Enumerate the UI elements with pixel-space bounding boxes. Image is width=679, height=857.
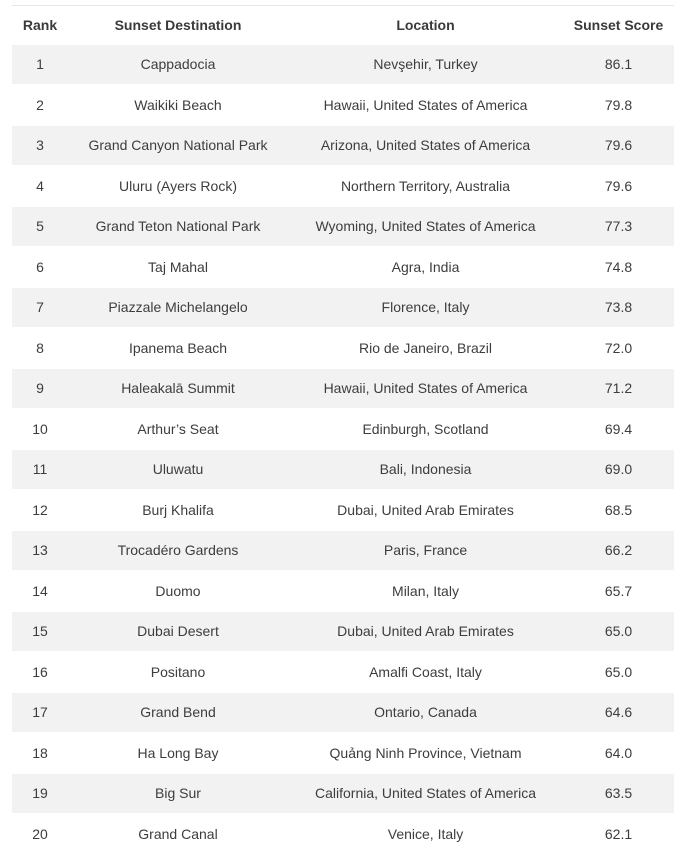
cell-location: Quảng Ninh Province, Vietnam [288, 733, 563, 774]
table-row [12, 773, 674, 814]
cell-destination: Ipanema Beach [68, 328, 288, 369]
cell-rank: 18 [12, 733, 68, 774]
cell-score: 66.2 [563, 530, 674, 571]
cell-location: Bali, Indonesia [288, 449, 563, 490]
cell-score: 73.8 [563, 287, 674, 328]
cell-rank: 10 [12, 409, 68, 450]
cell-location: Milan, Italy [288, 571, 563, 612]
table-row [12, 85, 674, 126]
cell-rank: 9 [12, 368, 68, 409]
cell-location: Paris, France [288, 530, 563, 571]
cell-location: Edinburgh, Scotland [288, 409, 563, 450]
cell-score: 74.8 [563, 247, 674, 288]
cell-score: 64.6 [563, 692, 674, 733]
cell-location: Dubai, United Arab Emirates [288, 490, 563, 531]
cell-score: 65.7 [563, 571, 674, 612]
table-row [12, 611, 674, 652]
table-row [12, 530, 674, 571]
table-row [12, 490, 674, 531]
cell-location: California, United States of America [288, 773, 563, 814]
cell-score: 65.0 [563, 652, 674, 693]
cell-score: 71.2 [563, 368, 674, 409]
table-row [12, 368, 674, 409]
cell-rank: 12 [12, 490, 68, 531]
cell-score: 64.0 [563, 733, 674, 774]
cell-location: Venice, Italy [288, 814, 563, 855]
cell-destination: Big Sur [68, 773, 288, 814]
cell-destination: Cappadocia [68, 44, 288, 85]
table-row [12, 44, 674, 85]
cell-score: 86.1 [563, 44, 674, 85]
cell-destination: Grand Canal [68, 814, 288, 855]
table-row [12, 692, 674, 733]
cell-rank: 13 [12, 530, 68, 571]
cell-location: Dubai, United Arab Emirates [288, 611, 563, 652]
cell-rank: 19 [12, 773, 68, 814]
cell-score: 72.0 [563, 328, 674, 369]
table-row [12, 652, 674, 693]
cell-destination: Trocadéro Gardens [68, 530, 288, 571]
table-row [12, 287, 674, 328]
cell-location: Florence, Italy [288, 287, 563, 328]
cell-destination: Duomo [68, 571, 288, 612]
table-row [12, 409, 674, 450]
cell-destination: Uluwatu [68, 449, 288, 490]
table-row [12, 125, 674, 166]
cell-score: 79.8 [563, 85, 674, 126]
table-row [12, 733, 674, 774]
cell-rank: 15 [12, 611, 68, 652]
cell-destination: Grand Canyon National Park [68, 125, 288, 166]
cell-location: Arizona, United States of America [288, 125, 563, 166]
cell-rank: 3 [12, 125, 68, 166]
cell-rank: 2 [12, 85, 68, 126]
cell-destination: Grand Bend [68, 692, 288, 733]
cell-location: Northern Territory, Australia [288, 166, 563, 207]
table-header-row [12, 6, 674, 44]
cell-location: Wyoming, United States of America [288, 206, 563, 247]
cell-score: 79.6 [563, 125, 674, 166]
cell-score: 62.1 [563, 814, 674, 855]
table-row [12, 571, 674, 612]
cell-location: Ontario, Canada [288, 692, 563, 733]
cell-rank: 11 [12, 449, 68, 490]
cell-destination: Grand Teton National Park [68, 206, 288, 247]
cell-destination: Positano [68, 652, 288, 693]
cell-rank: 20 [12, 814, 68, 855]
cell-rank: 6 [12, 247, 68, 288]
table-row [12, 449, 674, 490]
header-location: Location [396, 16, 455, 33]
cell-score: 77.3 [563, 206, 674, 247]
cell-destination: Dubai Desert [68, 611, 288, 652]
cell-rank: 17 [12, 692, 68, 733]
sunset-ranking-table [12, 6, 674, 854]
cell-destination: Haleakalā Summit [68, 368, 288, 409]
cell-rank: 7 [12, 287, 68, 328]
cell-location: Agra, India [288, 247, 563, 288]
header-score: Sunset Score [573, 16, 664, 33]
table-row [12, 328, 674, 369]
header-destination: Sunset Destination [114, 16, 242, 33]
cell-rank: 4 [12, 166, 68, 207]
cell-destination: Uluru (Ayers Rock) [68, 166, 288, 207]
cell-destination: Arthur’s Seat [68, 409, 288, 450]
cell-rank: 8 [12, 328, 68, 369]
cell-destination: Taj Mahal [68, 247, 288, 288]
table-body [12, 44, 674, 854]
table-row [12, 814, 674, 855]
cell-destination: Piazzale Michelangelo [68, 287, 288, 328]
cell-location: Amalfi Coast, Italy [288, 652, 563, 693]
cell-score: 65.0 [563, 611, 674, 652]
table-row [12, 166, 674, 207]
cell-score: 69.4 [563, 409, 674, 450]
cell-rank: 1 [12, 44, 68, 85]
cell-destination: Burj Khalifa [68, 490, 288, 531]
cell-score: 79.6 [563, 166, 674, 207]
cell-rank: 16 [12, 652, 68, 693]
cell-destination: Waikiki Beach [68, 85, 288, 126]
cell-rank: 14 [12, 571, 68, 612]
cell-location: Nevşehir, Turkey [288, 44, 563, 85]
cell-location: Rio de Janeiro, Brazil [288, 328, 563, 369]
cell-score: 68.5 [563, 490, 674, 531]
header-rank: Rank [22, 16, 58, 33]
cell-destination: Ha Long Bay [68, 733, 288, 774]
table-row [12, 247, 674, 288]
cell-score: 63.5 [563, 773, 674, 814]
cell-location: Hawaii, United States of America [288, 85, 563, 126]
cell-rank: 5 [12, 206, 68, 247]
cell-location: Hawaii, United States of America [288, 368, 563, 409]
table-row [12, 206, 674, 247]
cell-score: 69.0 [563, 449, 674, 490]
